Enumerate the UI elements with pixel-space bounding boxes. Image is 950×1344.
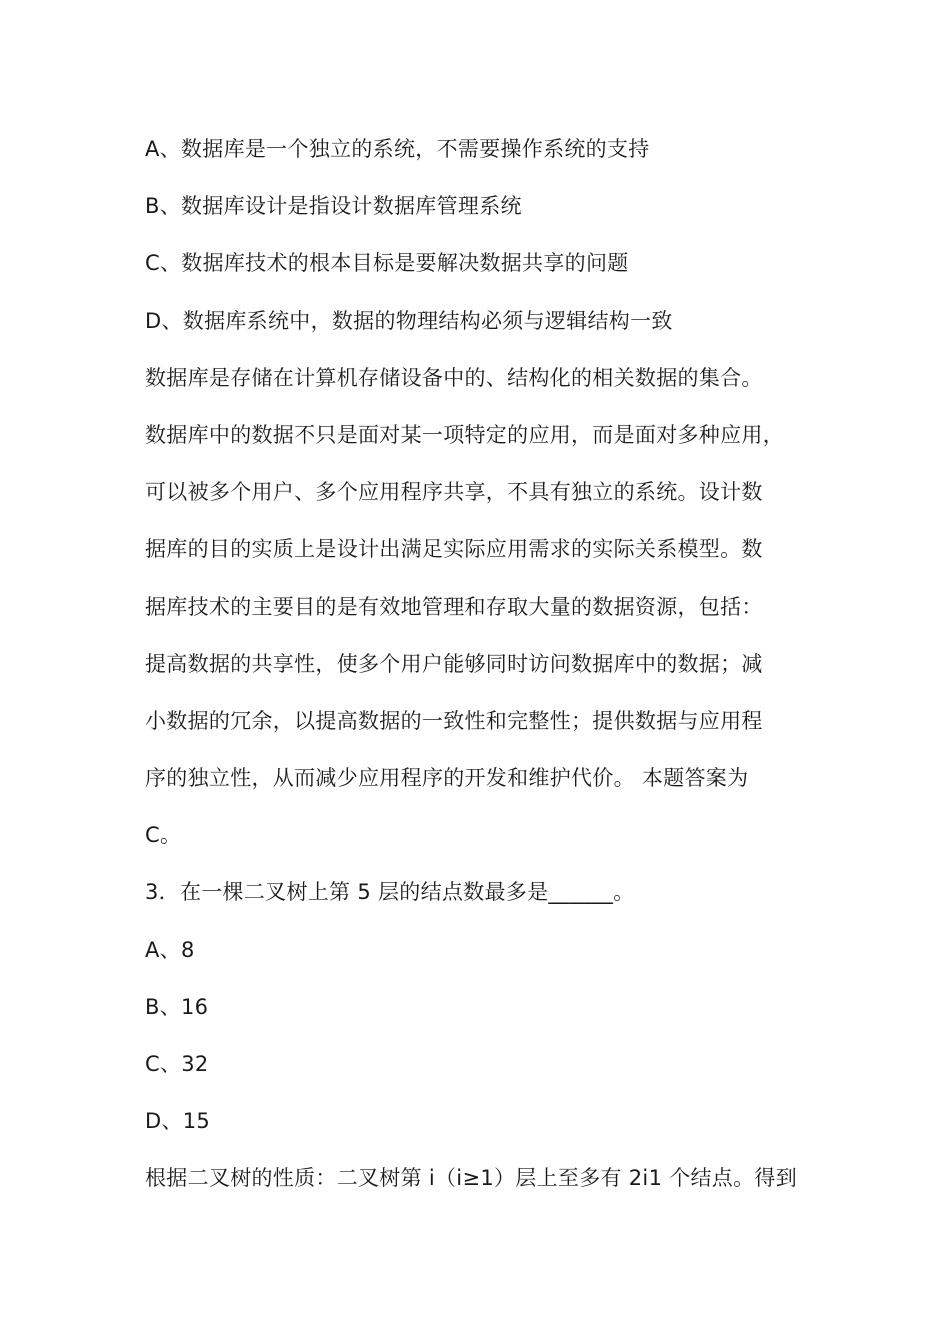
q2-explanation-line-1: 数据库是存储在计算机存储设备中的、结构化的相关数据的集合。	[145, 365, 763, 390]
q2-option-b: B、数据库设计是指设计数据库管理系统	[145, 194, 522, 219]
q2-explanation-line-9: C。	[145, 823, 182, 848]
q2-explanation-line-4: 据库的目的实质上是设计出满足实际应用需求的实际关系模型。数	[145, 537, 763, 562]
document-body	[145, 129, 835, 1216]
q2-option-a: A、数据库是一个独立的系统，不需要操作系统的支持	[145, 137, 650, 161]
q2-explanation-line-8: 序的独立性，从而减少应用程序的开发和维护代价。 本题答案为	[145, 766, 749, 791]
q3-option-d: D、15	[145, 1109, 211, 1134]
q3-explanation-line-1: 根据二叉树的性质：二叉树第 i（i≥1）层上至多有 2i1 个结点。得到	[145, 1166, 798, 1191]
q2-explanation-line-2: 数据库中的数据不只是面对某一项特定的应用，而是面对多种应用，	[145, 422, 784, 447]
q3-stem: 3．在一棵二叉树上第 5 层的结点数最多是______。	[145, 880, 635, 905]
q2-explanation-line-3: 可以被多个用户、多个应用程序共享，不具有独立的系统。设计数	[145, 480, 763, 505]
q3-option-c: C、32	[145, 1052, 209, 1076]
q2-explanation-line-5: 据库技术的主要目的是有效地管理和存取大量的数据资源，包括：	[145, 594, 763, 619]
q2-explanation-line-6: 提高数据的共享性，使多个用户能够同时访问数据库中的数据；减	[145, 651, 763, 676]
q3-option-b: B、16	[145, 994, 209, 1019]
q2-option-d: D、数据库系统中，数据的物理结构必须与逻辑结构一致	[145, 308, 673, 333]
q2-explanation-line-7: 小数据的冗余，以提高数据的一致性和完整性；提供数据与应用程	[145, 708, 763, 733]
q2-option-c: C、数据库技术的根本目标是要解决数据共享的问题	[145, 251, 629, 276]
q3-option-a: A、8	[145, 937, 195, 962]
